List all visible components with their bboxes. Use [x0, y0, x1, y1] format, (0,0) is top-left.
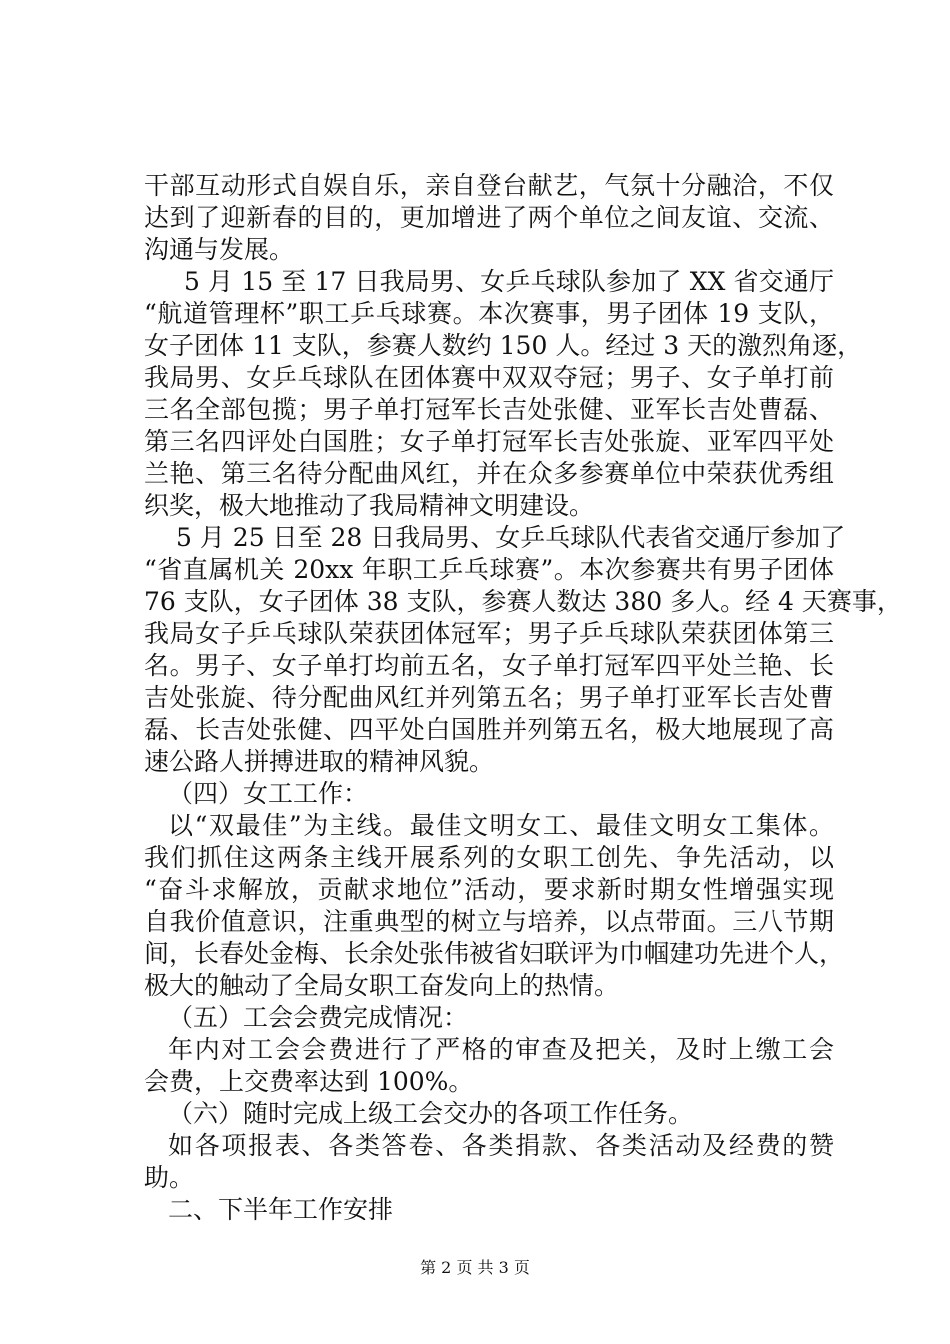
paragraph-line: 干部互动形式自娱自乐，亲自登台献艺，气氛十分融洽，不仅 [144, 171, 834, 200]
paragraph-line: 年内对工会会费进行了严格的审查及把关，及时上缴工会 [168, 1035, 834, 1064]
section-heading-women-work: （四）女工工作： [168, 779, 369, 808]
paragraph-line: 我局男、女乒乓球队在团体赛中双双夺冠；男子、女子单打前 [144, 363, 834, 392]
paragraph-line: 吉处张旋、待分配曲风红并列第五名；男子单打亚军长吉处曹 [144, 683, 834, 712]
paragraph-line: 会费，上交费率达到 100%。 [144, 1067, 474, 1096]
page-number-footer: 第 2 页 共 3 页 [420, 1258, 530, 1277]
paragraph-line: 如各项报表、各类答卷、各类捐款、各类活动及经费的赞 [168, 1131, 834, 1160]
paragraph-line: 三名全部包揽；男子单打冠军长吉处张健、亚军长吉处曹磊、 [144, 395, 834, 424]
paragraph-line: “省直属机关 20xx 年职工乒乓球赛”。本次参赛共有男子团体 [144, 555, 834, 584]
section-heading-second-half-plan: 二、下半年工作安排 [168, 1195, 394, 1224]
paragraph-line: 我局女子乒乓球队荣获团体冠军；男子乒乓球队荣获团体第三 [144, 619, 834, 648]
paragraph-line: 5 月 25 日至 28 日我局男、女乒乓球队代表省交通厅参加了 [176, 523, 846, 552]
paragraph-line: 5 月 15 至 17 日我局男、女乒乓球队参加了 XX 省交通厅 [184, 267, 834, 296]
paragraph-line: 第三名四评处白国胜；女子单打冠军长吉处张旋、亚军四平处 [144, 427, 834, 456]
paragraph-line: “奋斗求解放，贡献求地位”活动，要求新时期女性增强实现 [144, 875, 834, 904]
paragraph-line: 以“双最佳”为主线。最佳文明女工、最佳文明女工集体。 [168, 811, 834, 840]
paragraph-line: 间，长春处金梅、长余处张伟被省妇联评为巾帼建功先进个人， [144, 939, 845, 968]
paragraph-line: 达到了迎新春的目的，更加增进了两个单位之间友谊、交流、 [144, 203, 834, 232]
paragraph-line: 名。男子、女子单打均前五名，女子单打冠军四平处兰艳、长 [144, 651, 834, 680]
paragraph-line: “航道管理杯”职工乒乓球赛。本次赛事，男子团体 19 支队， [144, 299, 834, 328]
paragraph-line: 兰艳、第三名待分配曲风红，并在众多参赛单位中荣获优秀组 [144, 459, 834, 488]
paragraph-line: 自我价值意识，注重典型的树立与培养，以点带面。三八节期 [144, 907, 834, 936]
paragraph-line: 女子团体 11 支队，参赛人数约 150 人。经过 3 天的激烈角逐， [144, 331, 863, 360]
section-heading-union-fees: （五）工会会费完成情况： [168, 1003, 469, 1032]
paragraph-line: 助。 [144, 1163, 195, 1192]
paragraph-line: 织奖，极大地推动了我局精神文明建设。 [144, 491, 595, 520]
paragraph-line: 我们抓住这两条主线开展系列的女职工创先、争先活动，以 [144, 843, 834, 872]
paragraph-line: 速公路人拼搏进取的精神风貌。 [144, 747, 495, 776]
section-heading-tasks: （六）随时完成上级工会交办的各项工作任务。 [168, 1099, 694, 1128]
paragraph-line: 沟通与发展。 [144, 235, 295, 264]
paragraph-line: 极大的触动了全局女职工奋发向上的热情。 [144, 971, 620, 1000]
paragraph-line: 76 支队，女子团体 38 支队，参赛人数达 380 多人。经 4 天赛事， [144, 587, 902, 616]
paragraph-line: 磊、长吉处张健、四平处白国胜并列第五名，极大地展现了高 [144, 715, 834, 744]
document-body [144, 170, 902, 1226]
